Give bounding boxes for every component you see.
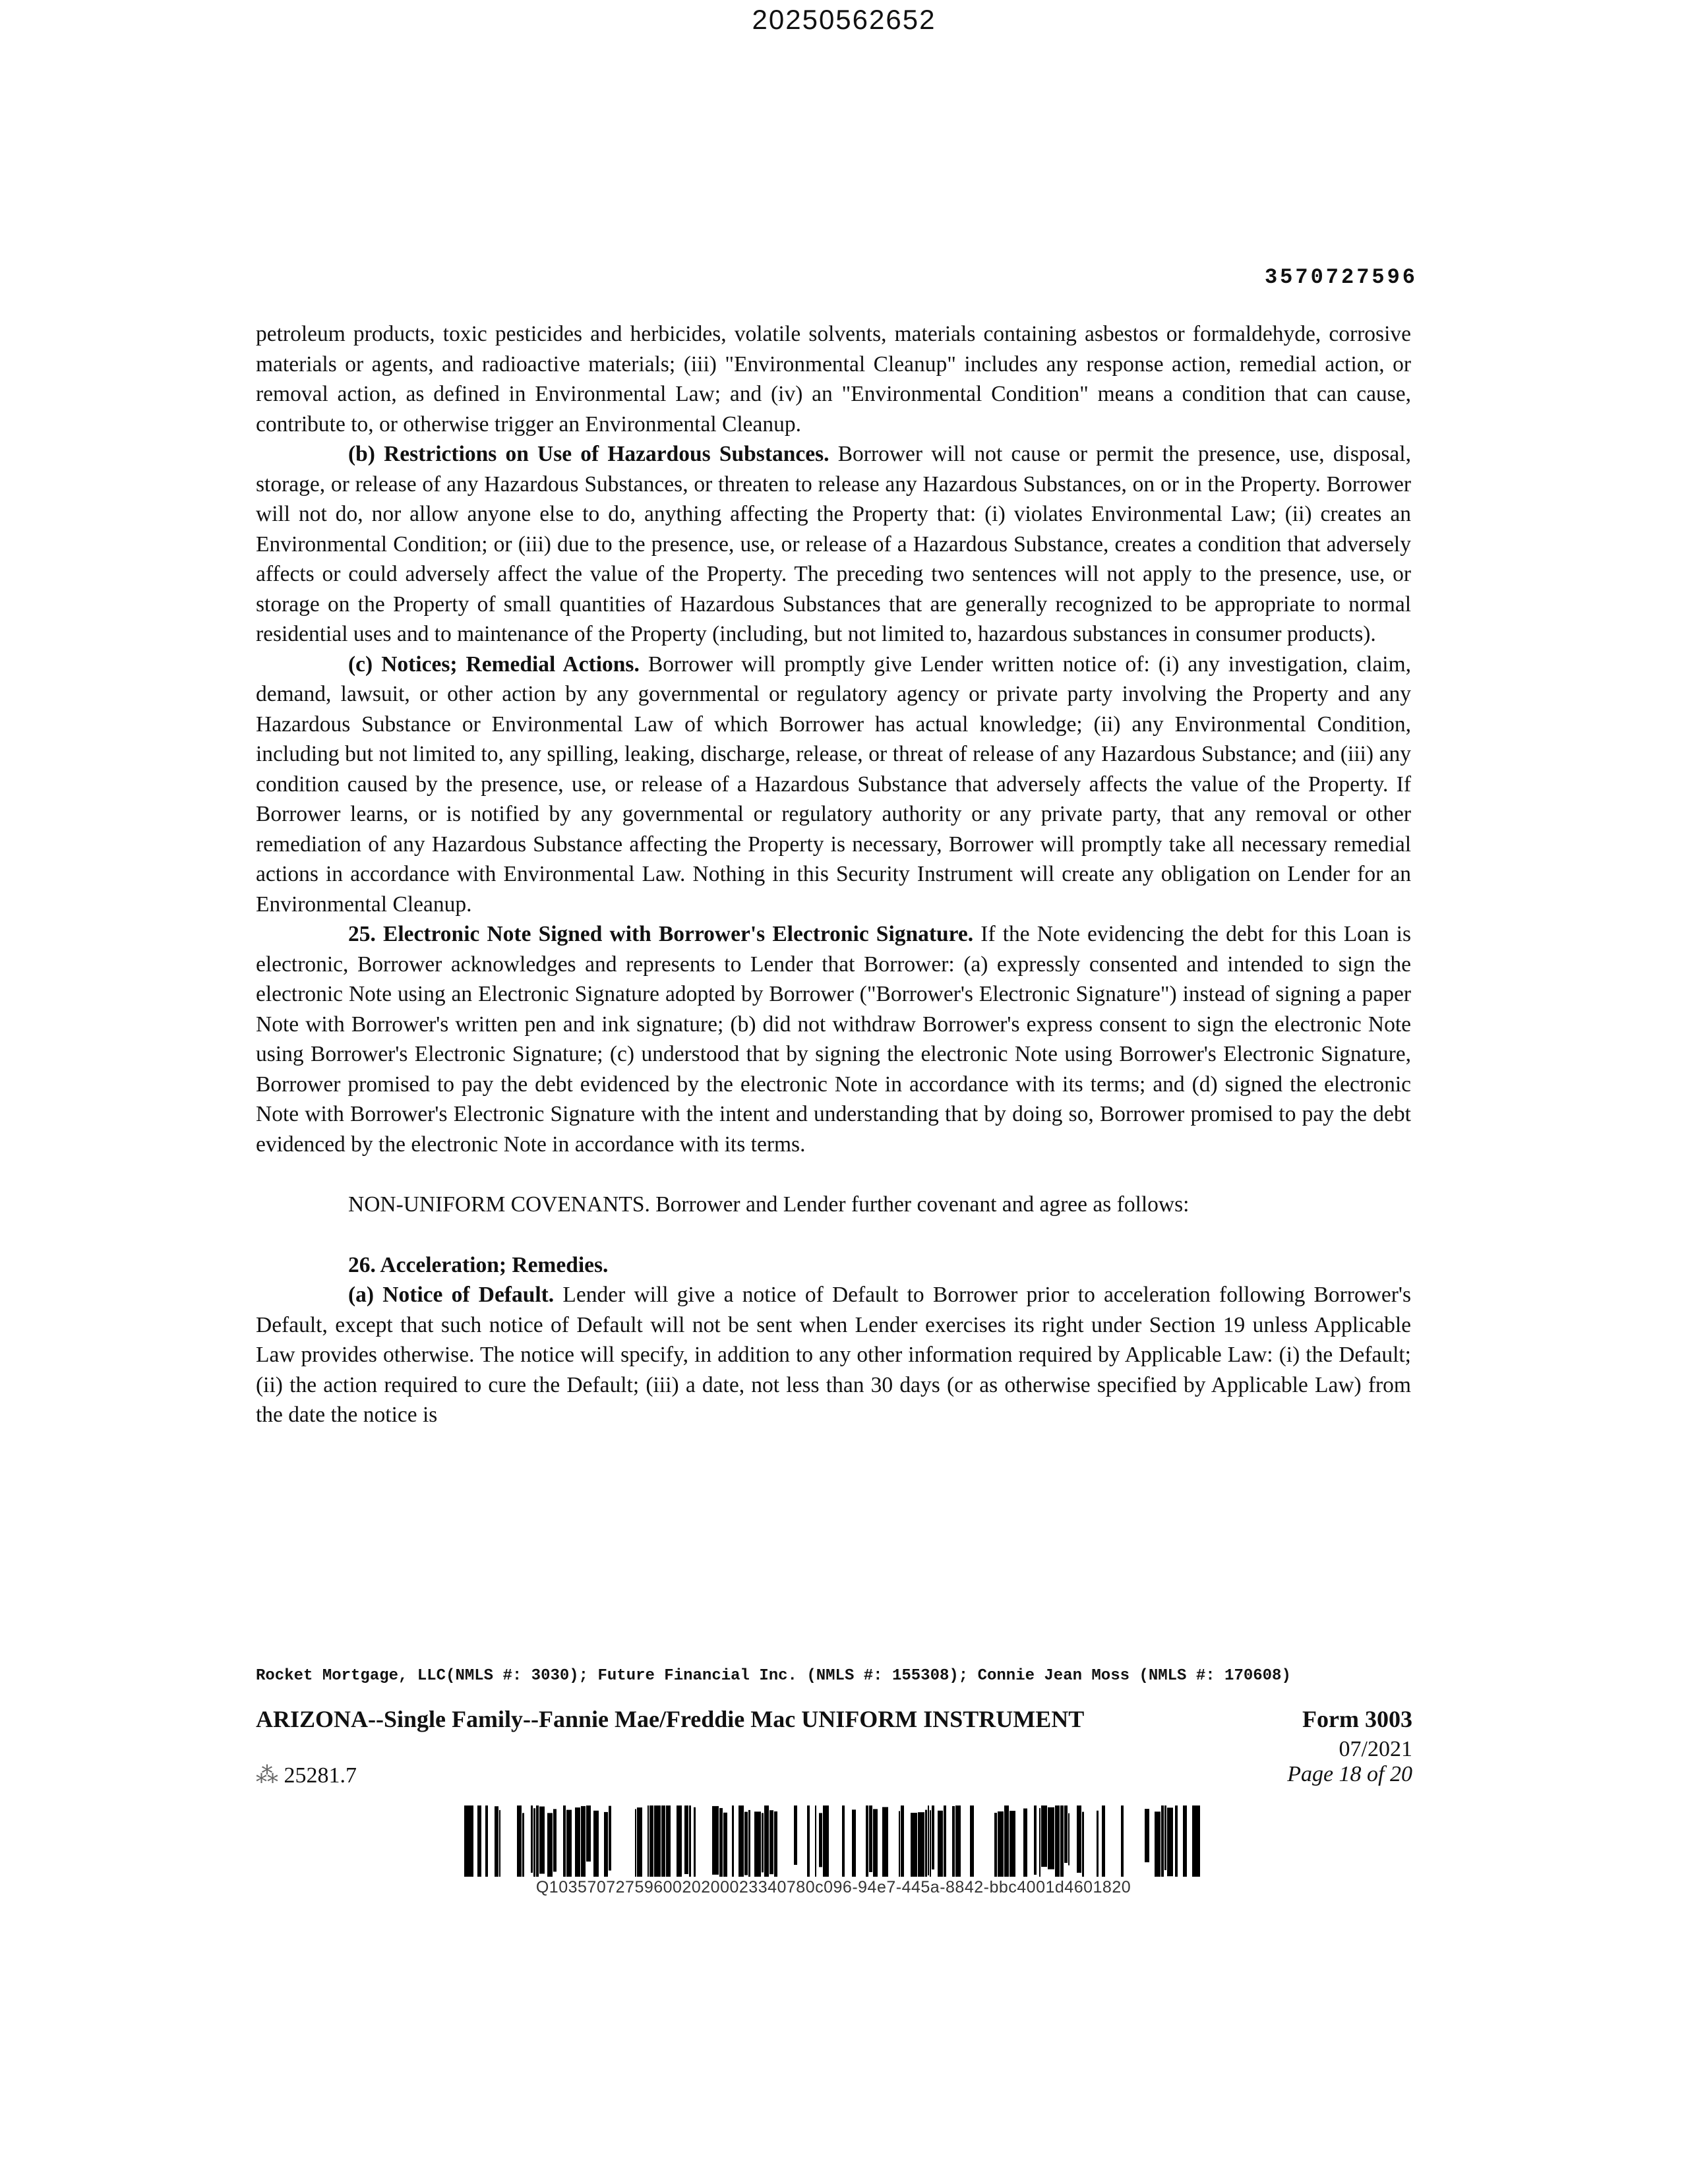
paragraph-text: Borrower will not cause or permit the presence, use, disposal, storage, or release of any Hazardous Substances, or threaten to release any Hazardous Substances, on or in the Property. Borrower will not do, nor allow anyone else to do, anything affecting the Property that: (i) violates Environmental Law; (ii) creates an Environmental Condition; or (iii) due to the presence, use, or release of a Hazardous Substance, creates a condition that adversely affects or could adversely affect the value of the Property. The preceding two sentences will not apply to the presence, use, or storage on the Property of small quantities of Hazardous Substances that are generally recognized to be appropriate to normal residential uses and to maintenance of the Property (including, but not limited to, hazardous substances in consumer products).	[256, 442, 1411, 646]
paragraph-restrictions	[256, 439, 1411, 650]
paragraph-electronic-note	[256, 919, 1411, 1159]
document-code-text: 25281.7	[284, 1763, 357, 1788]
barcode-graphic	[464, 1805, 1203, 1877]
paragraph-heading: (c) Notices; Remedial Actions.	[348, 652, 640, 677]
barcode	[464, 1805, 1203, 1877]
paragraph-heading: 26. Acceleration; Remedies.	[348, 1252, 609, 1277]
paragraph-text: Borrower will promptly give Lender written notice of: (i) any investigation, claim, demand, lawsuit, or other action by any governmental or regulatory agency or private party involving the Property and any Hazardous Substance or Environmental Law of which Borrower has actual knowledge; (ii) any Environmental Condition, including but not limited to, any spilling, leaking, discharge, release, or threat of release of any Hazardous Substance; and (iii) any condition caused by the presence, use, or release of a Hazardous Substance that adversely affects the value of the Property. If Borrower learns, or is notified by any governmental or regulatory authority or any private party, that any removal or other remediation of any Hazardous Substance affecting the Property is necessary, Borrower will promptly take all necessary remedial actions in accordance with Environmental Law. Nothing in this Security Instrument will create any obligation on Lender for an Environmental Cleanup.	[256, 652, 1411, 917]
paragraph-heading: (a) Notice of Default.	[348, 1283, 555, 1307]
form-date: 07/2021	[1339, 1737, 1412, 1761]
page-number: Page 18 of 20	[1287, 1762, 1412, 1786]
form-number: Form 3003	[1302, 1706, 1412, 1732]
form-title: ARIZONA--Single Family--Fannie Mae/Freddie Mac UNIFORM INSTRUMENT	[256, 1706, 1085, 1732]
paragraph-text: If the Note evidencing the debt for this Loan is electronic, Borrower acknowledges and represents to Lender that Borrower: (a) expressly consented and intended to sign the electronic Note using an Electronic Signature adopted by Borrower ("Borrower's Electronic Signature") instead of signing a paper Note with Borrower's written pen and ink signature; (b) did not withdraw Borrower's express consent to sign the electronic Note using Borrower's Electronic Signature; (c) understood that by signing the electronic Note using Borrower's Electronic Signature, Borrower promised to pay the debt evidenced by the electronic Note in accordance with its terms; and (d) signed the electronic Note with Borrower's Electronic Signature with the intent and understanding that by doing so, Borrower promised to pay the debt evidenced by the electronic Note in accordance with its terms.	[256, 922, 1411, 1157]
document-code-icon: ⁂	[256, 1763, 278, 1788]
paragraph-text: Lender will give a notice of Default to Borrower prior to acceleration following Borrower's Default, except that such notice of Default will not be sent when Lender exercises its right under Section 19 unless Applicable Law provides otherwise. The notice will specify, in addition to any other information required by Applicable Law: (i) the Default; (ii) the action required to cure the Default; (iii) a date, not less than 30 days (or as otherwise specified by Applicable Law) from the date the notice is	[256, 1283, 1411, 1427]
paragraph-environmental-definitions	[256, 319, 1411, 439]
paragraph-text: NON-UNIFORM COVENANTS. Borrower and Lender further covenant and agree as follows:	[348, 1192, 1190, 1217]
section-heading-acceleration	[256, 1250, 1411, 1281]
loan-number: 3570727596	[1264, 265, 1418, 289]
paragraph-notice-of-default	[256, 1280, 1411, 1430]
lender-line: Rocket Mortgage, LLC(NMLS #: 3030); Future Financial Inc. (NMLS #: 155308); Connie Jean Moss (NMLS #: 170608)	[256, 1667, 1291, 1685]
paragraph-notices	[256, 650, 1411, 920]
barcode-text: Q1035707275960020200023340780c096-94e7-445a-8842-bbc4001d4601820	[535, 1878, 1131, 1896]
paragraph-non-uniform-covenants	[256, 1190, 1411, 1220]
paragraph-heading: (b) Restrictions on Use of Hazardous Substances.	[348, 442, 829, 466]
recording-number: 20250562652	[752, 4, 936, 35]
document-body	[256, 319, 1411, 1430]
paragraph-heading: 25. Electronic Note Signed with Borrower's Electronic Signature.	[348, 922, 974, 946]
document-code	[256, 1762, 357, 1788]
paragraph-text: petroleum products, toxic pesticides and herbicides, volatile solvents, materials containing asbestos or formaldehyde, corrosive materials or agents, and radioactive materials; (iii) "Environmental Cleanup" includes any response action, remedial action, or removal action, as defined in Environmental Law; and (iv) an "Environmental Condition" means a condition that can cause, contribute to, or otherwise trigger an Environmental Cleanup.	[256, 322, 1411, 437]
